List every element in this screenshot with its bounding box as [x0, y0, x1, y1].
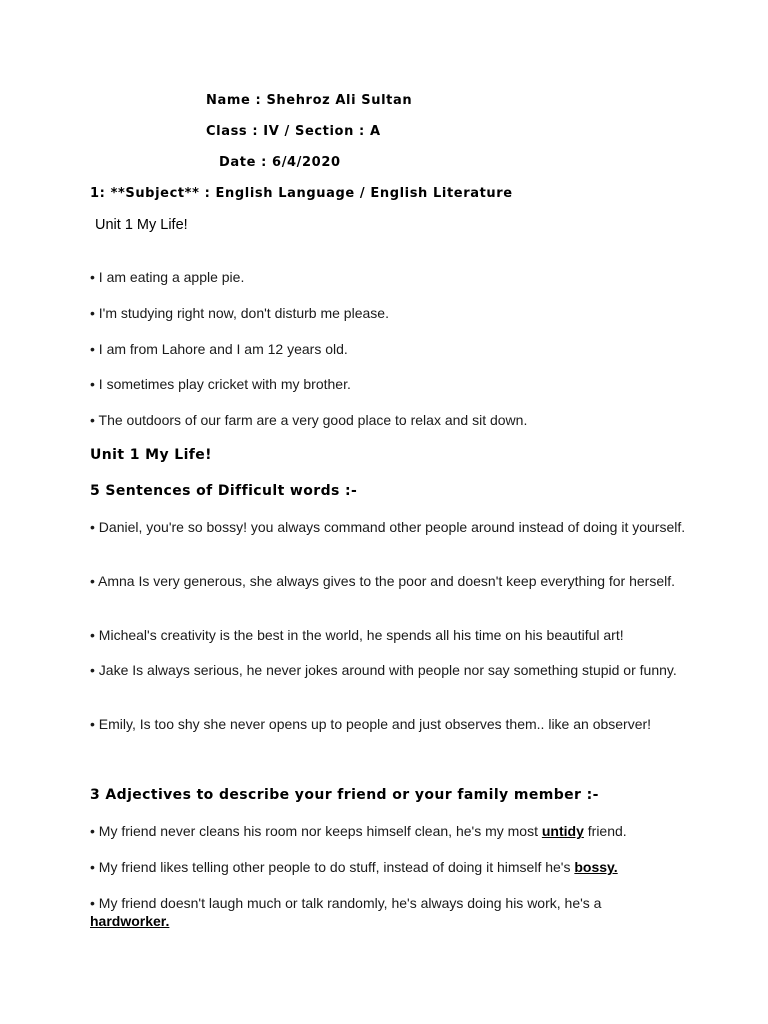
difficult-sentence-4: • Jake Is always serious, he never jokes around with people nor say something stupid or funny. [90, 662, 677, 678]
adjective-sentence-2 [90, 858, 690, 876]
adjectives-heading: 3 Adjectives to describe your friend or your family member :- [90, 787, 599, 803]
sentence-5: • The outdoors of our farm are a very good place to relax and sit down. [90, 412, 528, 428]
adjective-1-after: friend. [583, 823, 627, 839]
sentence-1: • I am eating a apple pie. [90, 269, 245, 285]
sentence-2: • I'm studying right now, don't disturb me please. [90, 305, 389, 321]
unit-title-2: Unit 1 My Life! [90, 447, 212, 463]
class-section: Class : IV / Section : A [206, 124, 381, 139]
student-name: Name : Shehroz Ali Sultan [206, 93, 413, 108]
adjective-sentence-1 [90, 822, 690, 840]
unit-title-1: Unit 1 My Life! [95, 217, 188, 233]
adjective-1-word: untidy [541, 823, 584, 839]
difficult-sentence-2: • Amna Is very generous, she always gives to the poor and doesn't keep everything for herself. [90, 573, 676, 589]
adjective-1-before: • My friend never cleans his room nor keeps himself clean, he's my most [90, 823, 542, 839]
sentence-3: • I am from Lahore and I am 12 years old. [90, 341, 348, 357]
adjective-2-word: bossy. [574, 859, 618, 875]
adjective-3-word: hardworker. [90, 913, 170, 929]
sentence-4: • I sometimes play cricket with my brother. [90, 376, 351, 392]
difficult-words-heading: 5 Sentences of Difficult words :- [90, 483, 358, 499]
difficult-sentence-1: • Daniel, you're so bossy! you always command other people around instead of doing it yourself. [90, 519, 686, 535]
subject-line: 1: **Subject** : English Language / English Literature [90, 186, 513, 201]
difficult-sentence-5: • Emily, Is too shy she never opens up to people and just observes them.. like an observer! [90, 716, 652, 732]
difficult-sentence-3: • Micheal's creativity is the best in the world, he spends all his time on his beautiful art! [90, 627, 624, 643]
adjective-3-before: • My friend doesn't laugh much or talk randomly, he's always doing his work, he's a [90, 895, 602, 911]
date: Date : 6/4/2020 [219, 155, 341, 170]
adjective-sentence-3 [90, 894, 650, 930]
adjective-2-before: • My friend likes telling other people to do stuff, instead of doing it himself he's [90, 859, 575, 875]
